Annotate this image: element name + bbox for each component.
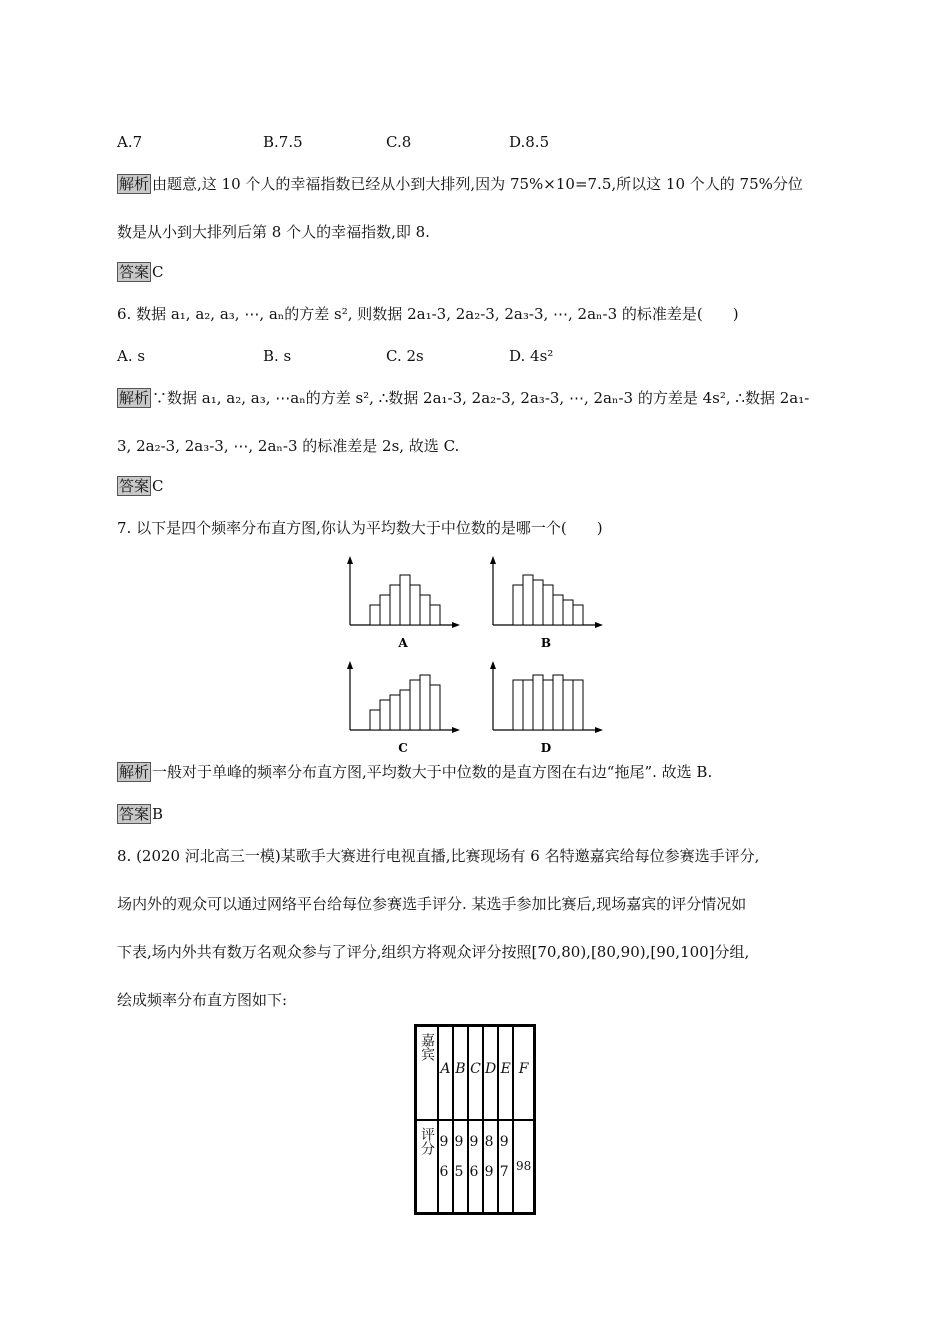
- q6-option-c: C. 2s: [386, 347, 424, 365]
- q8-line4: 绘成频率分布直方图如下:: [117, 991, 288, 1009]
- histogram-d-svg: [483, 660, 608, 760]
- histogram-bar: [400, 575, 410, 625]
- y-axis-arrow-icon: [347, 661, 353, 669]
- q6-answer-value: C: [152, 477, 164, 495]
- q5-analysis-line2: 数是从小到大排列后第 8 个人的幸福指数,即 8.: [117, 223, 430, 241]
- q6-option-d: D. 4s²: [509, 347, 554, 365]
- q6-stem: 6. 数据 a₁, a₂, a₃, ⋯, aₙ的方差 s², 则数据 2a₁-3, 2a₂-3, 2a₃-3, ⋯, 2aₙ-3 的标准差是( ): [117, 305, 739, 323]
- score-cell: 97: [498, 1120, 513, 1214]
- analysis-tag: 解析: [119, 175, 150, 193]
- histogram-label: A: [398, 636, 408, 650]
- y-axis-arrow-icon: [490, 556, 496, 564]
- q7-answer-value: B: [152, 805, 164, 823]
- histogram-bar: [420, 675, 430, 730]
- q6-answer: [117, 476, 164, 496]
- q7-analysis: [117, 762, 712, 782]
- histogram-c: [340, 660, 465, 760]
- q5-analysis-text: 由题意,这 10 个人的幸福指数已经从小到大排列,因为 75%×10=7.5,所以这 10 个人的 75%分位: [152, 175, 803, 193]
- answer-tag: 答案: [119, 477, 150, 495]
- histogram-bar: [380, 700, 390, 730]
- score-cell: 96: [438, 1120, 453, 1214]
- q7-stem: 7. 以下是四个频率分布直方图,你认为平均数大于中位数的是哪一个( ): [117, 519, 603, 537]
- q5-answer: [117, 262, 164, 282]
- histogram-label: D: [540, 741, 552, 755]
- histogram-bar: [513, 585, 523, 625]
- q5-option-a: A.7: [117, 133, 143, 151]
- score-cell: 95: [453, 1120, 468, 1214]
- histogram-bar: [390, 695, 400, 730]
- histogram-b: [483, 555, 608, 655]
- histogram-bar: [533, 675, 543, 730]
- histogram-bar: [533, 580, 543, 625]
- q7-answer: [117, 804, 163, 824]
- judge-cell: A: [438, 1026, 453, 1120]
- q8-line1: 8. (2020 河北高三一模)某歌手大赛进行电视直播,比赛现场有 6 名特邀嘉宾给每位参赛选手评分,: [117, 847, 760, 865]
- q5-analysis-line1: [117, 174, 803, 194]
- histogram-a-svg: [340, 555, 465, 655]
- answer-tag: 答案: [119, 263, 150, 281]
- histogram-bar: [553, 675, 563, 730]
- y-axis-arrow-icon: [347, 556, 353, 564]
- histogram-bar: [370, 710, 380, 730]
- analysis-tag: 解析: [119, 763, 150, 781]
- histogram-bar: [543, 585, 553, 625]
- histogram-bar: [400, 690, 410, 730]
- q6-analysis-line2: 3, 2a₂-3, 2a₃-3, ⋯, 2aₙ-3 的标准差是 2s, 故选 C.: [117, 437, 460, 455]
- y-axis-arrow-icon: [490, 661, 496, 669]
- histogram-a: [340, 555, 465, 655]
- q5-option-b: B.7.5: [263, 133, 303, 151]
- x-axis-arrow-icon: [452, 622, 460, 628]
- answer-tag: 答案: [119, 805, 150, 823]
- q5-option-d: D.8.5: [509, 133, 550, 151]
- histogram-bar: [430, 605, 440, 625]
- judge-cell: F: [513, 1026, 534, 1120]
- q7-analysis-text: 一般对于单峰的频率分布直方图,平均数大于中位数的是直方图在右边“拖尾”. 故选 B.: [152, 763, 713, 781]
- q6-option-b: B. s: [263, 347, 292, 365]
- histogram-bar: [380, 595, 390, 625]
- histogram-bar: [410, 585, 420, 625]
- histogram-bar: [370, 605, 380, 625]
- score-cell: 98: [513, 1120, 534, 1214]
- judge-cell: C: [468, 1026, 483, 1120]
- histogram-label: B: [540, 636, 552, 650]
- histogram-bar: [523, 680, 533, 730]
- score-cell: 96: [468, 1120, 483, 1214]
- q6-analysis-line1: [117, 388, 809, 408]
- q6-analysis-text: ∵数据 a₁, a₂, a₃, ⋯aₙ的方差 s², ∴数据 2a₁-3, 2a₂-3, 2a₃-3, ⋯, 2aₙ-3 的方差是 4s², ∴数据 2a₁-: [152, 389, 810, 407]
- q5-option-c: C.8: [386, 133, 412, 151]
- histogram-bar: [523, 575, 533, 625]
- histogram-bar: [543, 680, 553, 730]
- analysis-tag: 解析: [119, 389, 150, 407]
- histogram-bar: [573, 605, 583, 625]
- histogram-bar: [563, 680, 573, 730]
- x-axis-arrow-icon: [595, 622, 603, 628]
- q5-answer-value: C: [152, 263, 164, 281]
- histogram-bar: [430, 685, 440, 730]
- q6-option-a: A. s: [117, 347, 146, 365]
- table-header-judge: 嘉宾: [416, 1026, 439, 1120]
- histogram-bar: [390, 585, 400, 625]
- histogram-b-svg: [483, 555, 608, 655]
- histogram-bar: [563, 600, 573, 625]
- judge-cell: D: [483, 1026, 498, 1120]
- judge-cell: B: [453, 1026, 468, 1120]
- histogram-bar: [420, 595, 430, 625]
- histogram-d: [483, 660, 608, 760]
- histogram-bar: [553, 595, 563, 625]
- histogram-label: C: [398, 741, 408, 755]
- histogram-bar: [573, 680, 583, 730]
- judge-cell: E: [498, 1026, 513, 1120]
- table-header-score: 评分: [416, 1120, 439, 1214]
- q8-line2: 场内外的观众可以通过网络平台给每位参赛选手评分. 某选手参加比赛后,现场嘉宾的评分情况如: [117, 895, 747, 913]
- score-cell: 89: [483, 1120, 498, 1214]
- x-axis-arrow-icon: [595, 727, 603, 733]
- q8-line3: 下表,场内外共有数万名观众参与了评分,组织方将观众评分按照[70,80),[80,90),[90,100]分组,: [117, 943, 750, 961]
- histogram-bar: [513, 680, 523, 730]
- histogram-c-svg: [340, 660, 465, 760]
- histogram-bar: [410, 680, 420, 730]
- x-axis-arrow-icon: [452, 727, 460, 733]
- judge-score-table: [414, 1024, 536, 1215]
